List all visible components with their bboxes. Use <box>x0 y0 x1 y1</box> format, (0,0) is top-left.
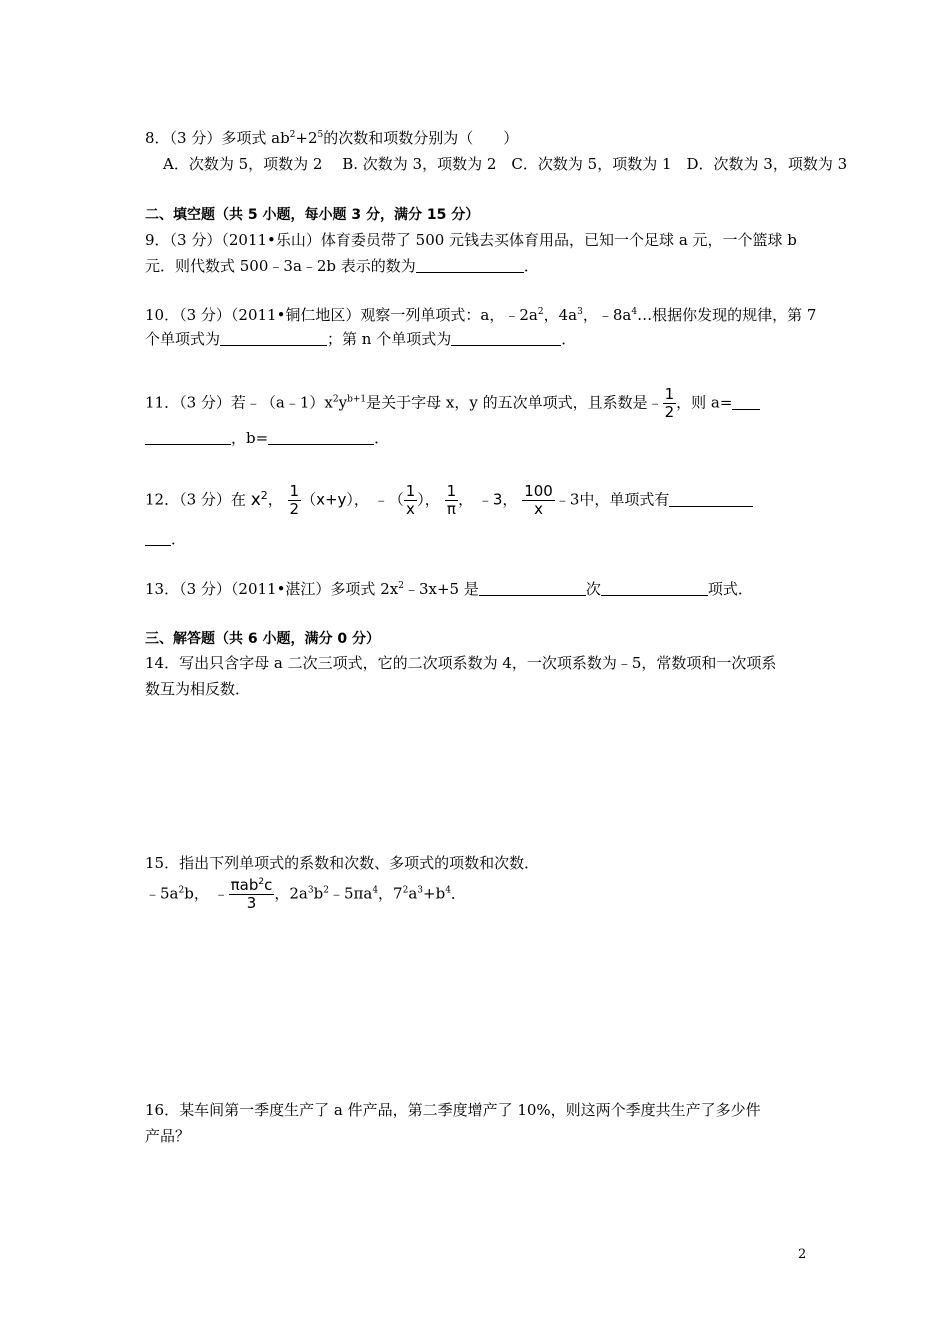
q16-line2: 产品？ <box>145 1127 191 1145</box>
q16-line1: 16．某车间第一季度生产了 a 件产品，第二季度增产了 10%，则这两个季度共生产了多少件 <box>145 1101 761 1119</box>
fraction-half: $\frac{1}{2}$ <box>289 482 300 518</box>
q12-line2: ． <box>145 529 186 549</box>
page-number: 2 <box>798 1247 807 1262</box>
q8-stem: 8．（3 分）多项式 $ab^2+2^5$的次数和项数分别为（ ） <box>145 129 519 147</box>
section-2-heading: 二、填空题（共 5 小题，每小题 3 分，满分 15 分） <box>145 207 480 223</box>
answer-blank[interactable] <box>220 331 327 346</box>
q9-line1: 9．（3 分）（2011•乐山）体育委员带了 500 元钱去买体育用品，已知一个足球 a 元，一个篮球 b <box>145 231 797 249</box>
q11-line2: ，b= ． <box>145 428 389 448</box>
q11-line1: 11．（3 分）若$﹣(a﹣1)x^2y^{b+1}$是关于字母 x，y 的五次单项式，且系数是﹣ $\frac{1}{2}$ ，则 a= <box>145 387 760 420</box>
q13-line: 13．（3 分）（2011•湛江）多项式 $2x^2﹣3x+5$ 是 次 项式． <box>145 580 753 598</box>
answer-blank[interactable] <box>451 331 561 346</box>
answer-blank[interactable] <box>145 430 231 445</box>
section-3-heading: 三、解答题（共 6 小题，满分 0 分） <box>145 631 380 647</box>
fraction-one-over-pi: $\frac{1}{\pi}$ <box>446 482 457 518</box>
answer-blank[interactable] <box>268 430 374 445</box>
answer-blank[interactable] <box>601 581 708 596</box>
q9-line2: 元．则代数式 500﹣3a﹣2b 表示的数为 ． <box>145 257 539 275</box>
fraction-one-over-x: $\frac{1}{x}$ <box>405 482 416 518</box>
q15-line1: 15．指出下列单项式的系数和次数、多项式的项数和次数． <box>145 854 540 872</box>
answer-blank[interactable] <box>669 492 753 507</box>
q12-line1: 12．（3 分）在 $x^2$， $\frac{1}{2}$ （x+y）， ﹣（ $\frac{1}{x}$ ）， $\frac{1}{\pi}$ ， ﹣3， $\frac{100}{x}$ ﹣3中，单项式有 <box>145 484 753 517</box>
fraction-pi-ab2c-over-3: $\frac{\pi ab^2c}{3}$ <box>230 876 273 912</box>
q8-options: A．次数为 5，项数为 2 B. 次数为 3，项数为 2 C．次数为 5，项数为 1 D．次数为 3，项数为 3 <box>163 155 848 173</box>
q14-line2: 数互为相反数． <box>145 680 251 698</box>
answer-blank[interactable] <box>416 258 524 273</box>
q10-line1: 10．（3 分）（2011•铜仁地区）观察一列单项式：a，$﹣2a^2$，$4a^3$，$﹣8a^4\dots$根据你发现的规律，第 7 <box>145 306 817 324</box>
fraction-one-half: $\frac{1}{2}$ <box>664 385 675 421</box>
answer-blank[interactable] <box>145 531 171 546</box>
fraction-hundred-over-x: $\frac{100}{x}$ <box>524 482 553 518</box>
q10-line2: 个单项式为 ；第 n 个单项式为 ． <box>145 330 577 348</box>
answer-blank[interactable] <box>732 395 760 410</box>
q14-line1: 14．写出只含字母 a 二次三项式，它的二次项系数为 4，一次项系数为﹣5，常数项和一次项系 <box>145 654 777 672</box>
q15-expressions: $﹣5a^2b$， ﹣ $\frac{\pi ab^2c}{3}$ ，$2a^3b^2﹣5\pi a^4$，$7^2a^3+b^4$． <box>145 876 466 912</box>
answer-blank[interactable] <box>479 581 586 596</box>
